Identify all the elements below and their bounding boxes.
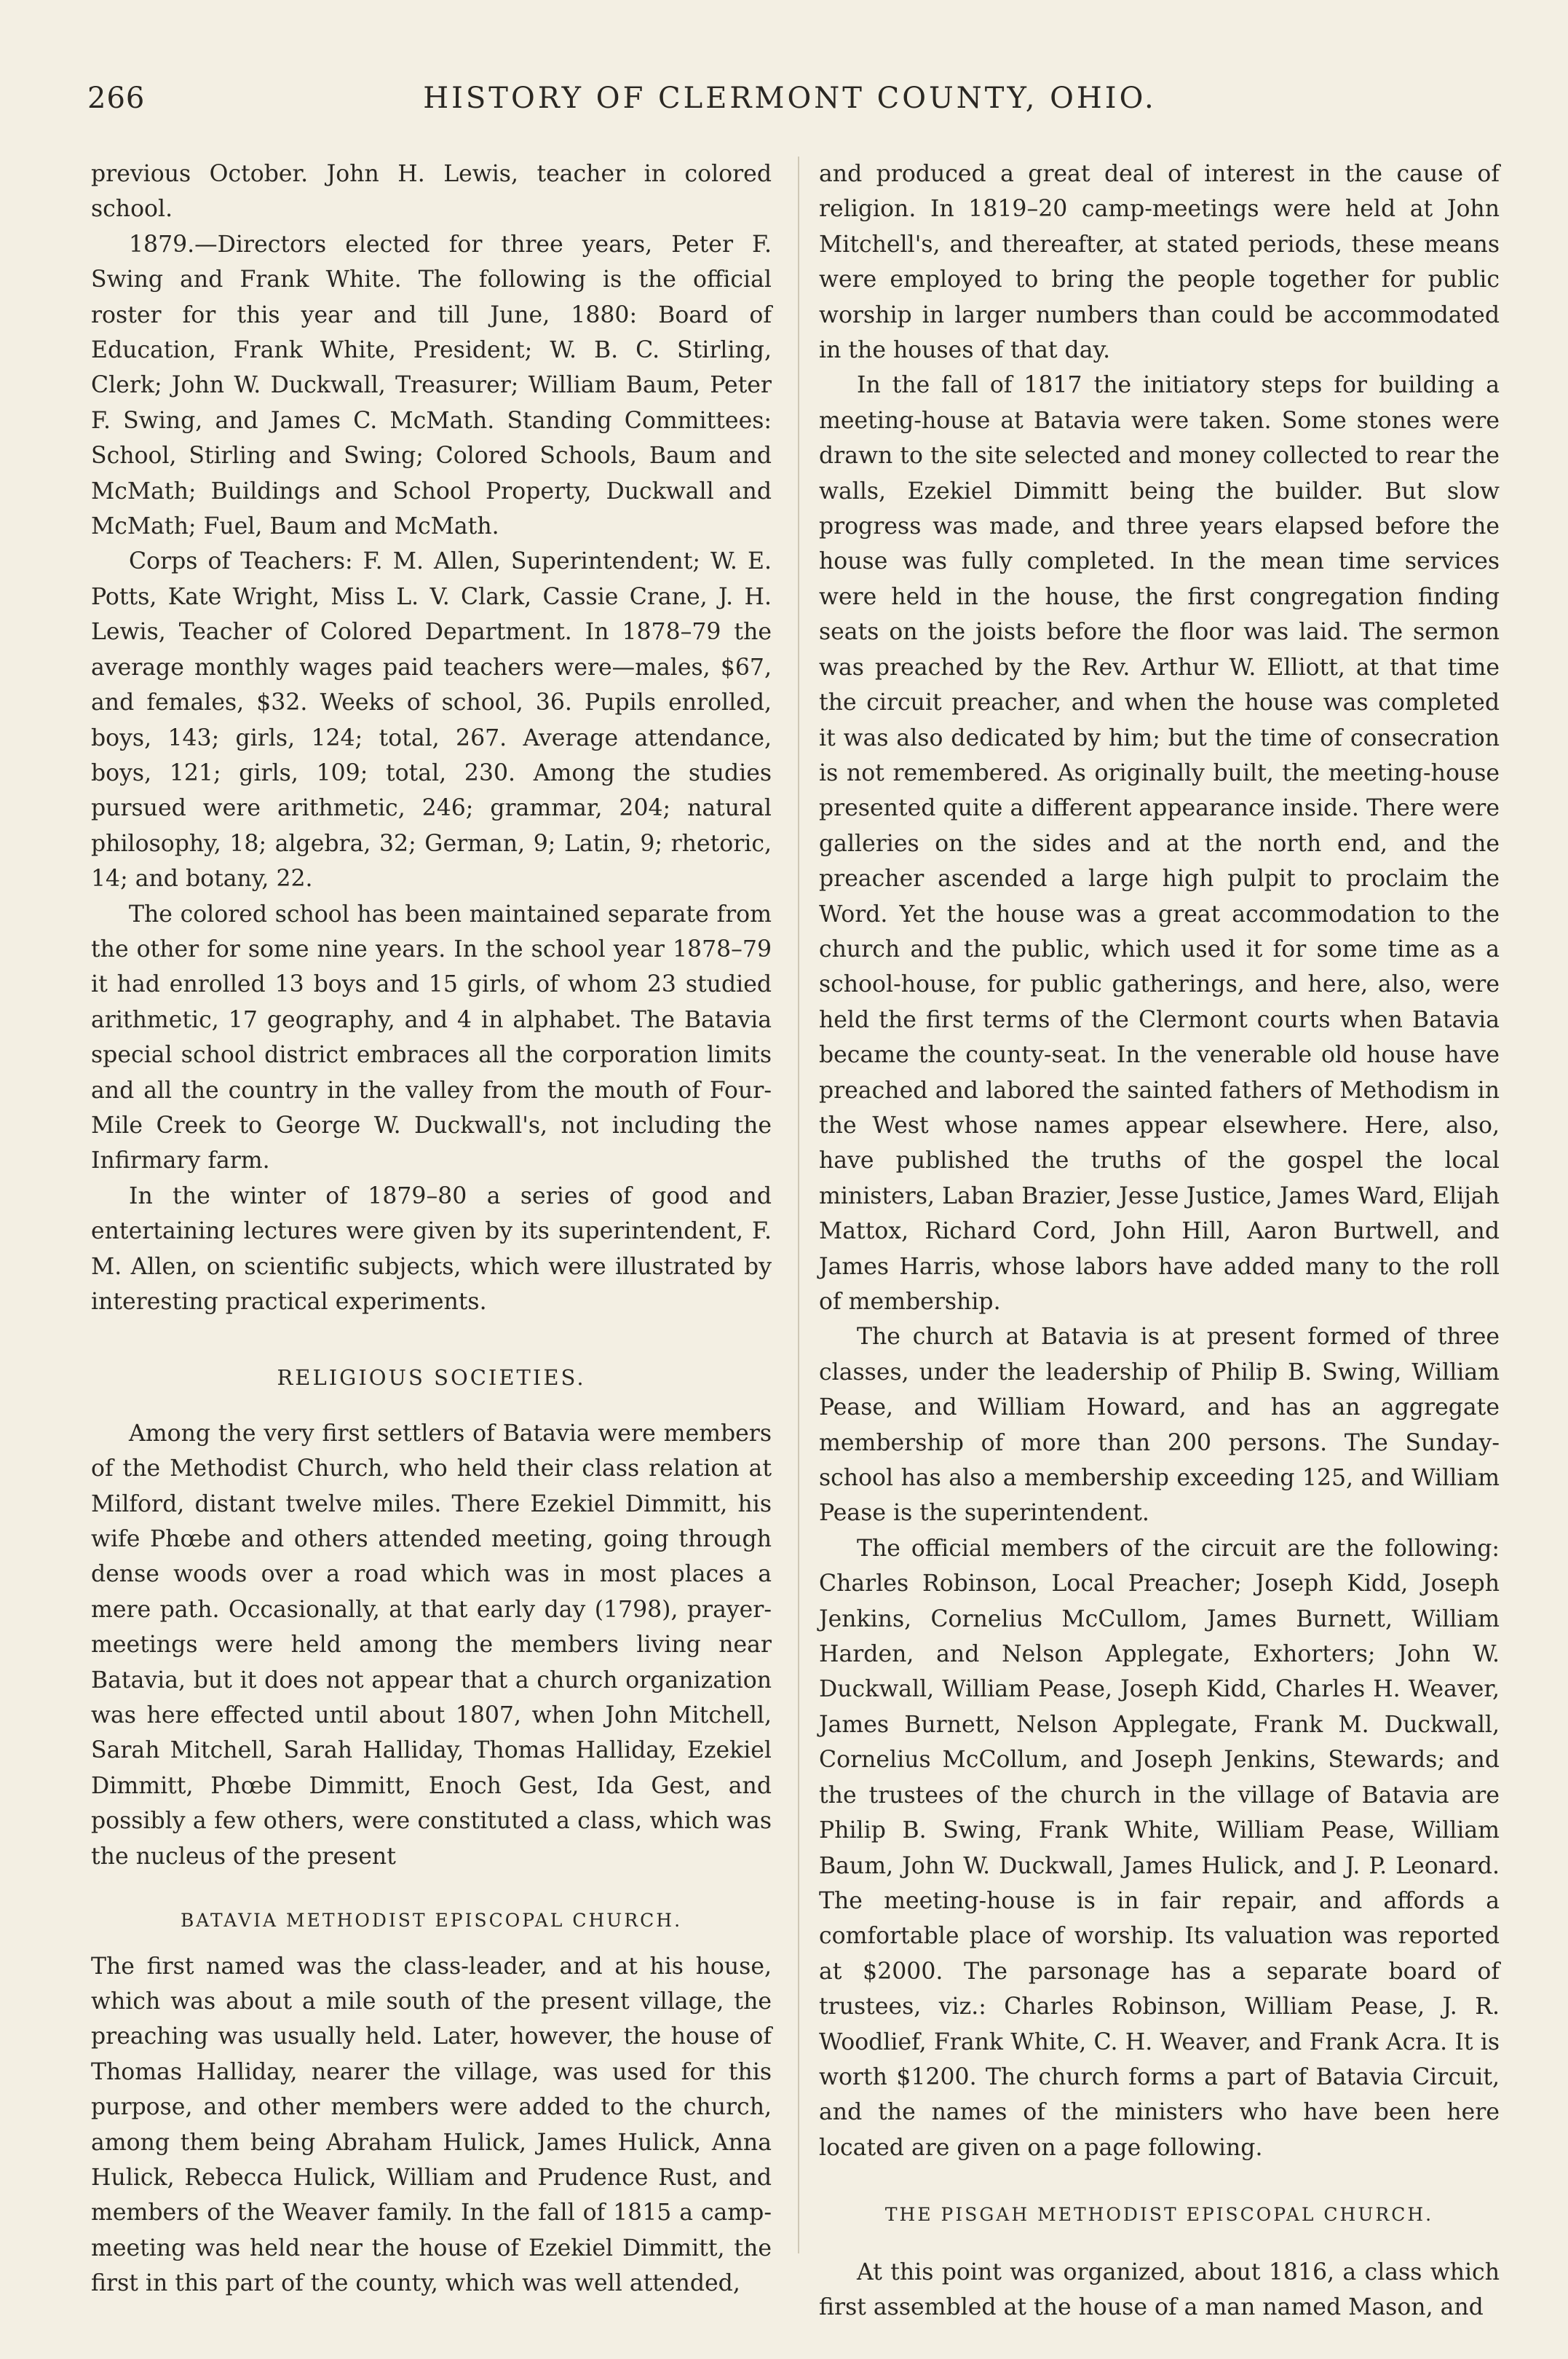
subsection-heading: THE PISGAH METHODIST EPISCOPAL CHURCH. — [884, 2204, 1434, 2226]
column-divider — [798, 157, 799, 2253]
paragraph: In the winter of 1879–80 a series of good and entertaining lectures were given by its superintendent, F. M. Allen, on scientific subjects, which were illustrated by interesting practical experiments. — [91, 1182, 772, 1315]
subsection-heading: BATAVIA METHODIST EPISCOPAL CHURCH. — [180, 1910, 683, 1932]
paragraph: and produced a great deal of interest in the cause of religion. In 1819–20 camp-meetings were held at John Mitchell's, and thereafter, at stated periods, these means were employed to bring the people together for public worship in larger numbers than could be accommodated in the houses of that day. — [819, 161, 1500, 364]
paragraph: The colored school has been maintained separate from the other for some nine years. In the school year 1878–79 it had enrolled 13 boys and 15 girls, of whom 23 studied arithmetic, 17 geography, and 4 in alphabet. The Batavia special school district embraces all the corporation limits and all the country in the valley from the mouth of Four-Mile Creek to George W. Duckwall's, not including the Infirmary farm. — [91, 901, 772, 1174]
paragraph: Among the very first settlers of Batavia were members of the Methodist Church, who held their class relation at Milford, distant twelve miles. There Ezekiel Dimmitt, his wife Phœbe and others attended meeting, going through dense woods over a road which was in most places a mere path. Occasionally, at that early day (1798), prayer-meetings were held among the members living near Batavia, but it does not appear that a church organization was here effected until about 1807, when John Mitchell, Sarah Mitchell, Sarah Halliday, Thomas Halliday, Ezekiel Dimmitt, Phœbe Dimmitt, Enoch Gest, Ida Gest, and possibly a few others, were constituted a class, which was the nucleus of the present — [91, 1420, 772, 1870]
left-column — [91, 157, 772, 2301]
paragraph: 1879.—Directors elected for three years, Peter F. Swing and Frank White. The following is the official roster for this year and till June, 1880: Board of Education, Frank White, President; W. B. C. Stirling, Clerk; John W. Duckwall, Treasurer; William Baum, Peter F. Swing, and James C. McMath. Standing Committees: School, Stirling and Swing; Colored Schools, Baum and McMath; Buildings and School Property, Duckwall and McMath; Fuel, Baum and McMath. — [91, 231, 772, 540]
paragraph: The official members of the circuit are the following: Charles Robinson, Local Preacher; Joseph Kidd, Joseph Jenkins, Cornelius McCullom, James Burnett, William Harden, and Nelson Applegate, Exhorters; John W. Duckwall, William Pease, Joseph Kidd, Charles H. Weaver, James Burnett, Nelson Applegate, Frank M. Duckwall, Cornelius McCollum, and Joseph Jenkins, Stewards; and the trustees of the church in the village of Batavia are Philip B. Swing, Frank White, William Pease, William Baum, John W. Duckwall, James Hulick, and J. P. Leonard. The meeting-house is in fair repair, and affords a comfortable place of worship. Its valuation was reported at $2000. The parsonage has a separate board of trustees, viz.: Charles Robinson, William Pease, J. R. Woodlief, Frank White, C. H. Weaver, and Frank Acra. It is worth $1200. The church forms a part of Batavia Circuit, and the names of the ministers who have been here located are given on a page following. — [819, 1535, 1500, 2161]
paragraph: The church at Batavia is at present formed of three classes, under the leadership of Philip B. Swing, William Pease, and William Howard, and has an aggregate membership of more than 200 persons. The Sunday-school has also a membership exceeding 125, and William Pease is the superintendent. — [819, 1324, 1500, 1527]
running-title: HISTORY OF CLERMONT COUNTY, OHIO. — [423, 82, 1157, 115]
section-heading: RELIGIOUS SOCIETIES. — [277, 1365, 586, 1391]
paragraph: previous October. John H. Lewis, teacher in colored school. — [91, 161, 772, 223]
paragraph: Corps of Teachers: F. M. Allen, Superintendent; W. E. Potts, Kate Wright, Miss L. V. Clark, Cassie Crane, J. H. Lewis, Teacher of Colored Department. In 1878–79 the average monthly wages paid teachers were—males, $67, and females, $32. Weeks of school, 36. Pupils enrolled, boys, 143; girls, 124; total, 267. Average attendance, boys, 121; girls, 109; total, 230. Among the studies pursued were arithmetic, 246; grammar, 204; natural philosophy, 18; algebra, 32; German, 9; Latin, 9; rhetoric, 14; and botany, 22. — [91, 548, 772, 893]
paragraph: At this point was organized, about 1816, a class which first assembled at the house of a man named Mason, and — [819, 2259, 1500, 2320]
page-number: 266 — [87, 82, 146, 115]
right-column — [819, 157, 1500, 2325]
page-header — [87, 73, 1492, 124]
paragraph: In the fall of 1817 the initiatory steps for building a meeting-house at Batavia were taken. Some stones were drawn to the site selected and money collected to rear the walls, Ezekiel Dimmitt being the builder. But slow progress was made, and three years elapsed before the house was fully completed. In the mean time services were held in the house, the first congregation finding seats on the joists before the floor was laid. The sermon was preached by the Rev. Arthur W. Elliott, at that time the circuit preacher, and when the house was completed it was also dedicated by him; but the time of consecration is not remembered. As originally built, the meeting-house presented quite a different appearance inside. There were galleries on the sides and at the north end, and the preacher ascended a large high pulpit to proclaim the Word. Yet the house was a great accommodation to the church and the public, which used it for some time as a school-house, for public gatherings, and here, also, were held the first terms of the Clermont courts when Batavia became the county-seat. In the venerable old house have preached and labored the sainted fathers of Methodism in the West whose names appear elsewhere. Here, also, have published the truths of the gospel the local ministers, Laban Brazier, Jesse Justice, James Ward, Elijah Mattox, Richard Cord, John Hill, Aaron Burtwell, and James Harris, whose labors have added many to the roll of membership. — [819, 372, 1500, 1315]
paragraph: The first named was the class-leader, and at his house, which was about a mile south of the present village, the preaching was usually held. Later, however, the house of Thomas Halliday, nearer the village, was used for this purpose, and other members were added to the church, among them being Abraham Hulick, James Hulick, Anna Hulick, Rebecca Hulick, William and Prudence Rust, and members of the Weaver family. In the fall of 1815 a camp-meeting was held near the house of Ezekiel Dimmitt, the first in this part of the county, which was well attended, — [91, 1953, 772, 2297]
